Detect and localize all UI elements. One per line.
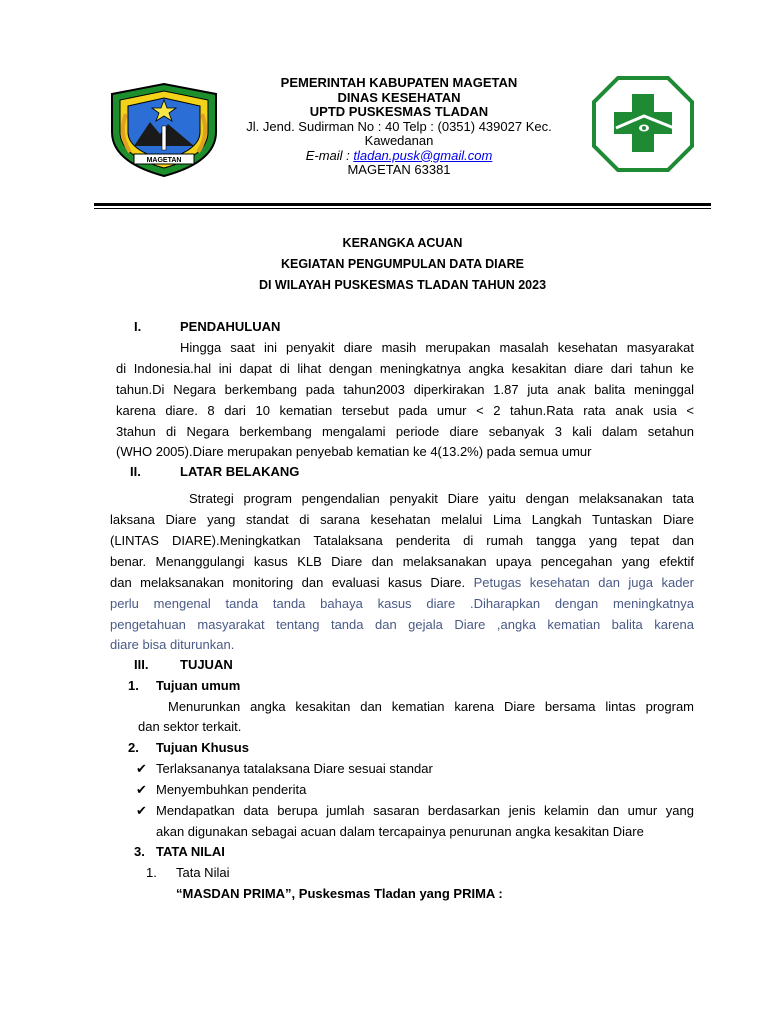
section-2-number: II. <box>130 464 141 479</box>
objective-3-cont: akan digunakan sebagai acuan dalam tercapainya penurunan angka kesakitan Diare <box>156 824 644 839</box>
doc-title-3: DI WILAYAH PUSKESMAS TLADAN TAHUN 2023 <box>258 278 547 292</box>
section-2-line-1: Strategi program pengendalian penyakit Diare yaitu dengan melaksanakan tata <box>189 491 694 506</box>
email-label: E-mail : <box>305 147 354 163</box>
letterhead-address: Jl. Jend. Sudirman No : 40 Telp : (0351) 439027 Kec. <box>246 118 552 134</box>
puskesmas-logo <box>592 76 694 172</box>
subsection-3-heading: TATA NILAI <box>156 844 225 859</box>
section-2-heading: LATAR BELAKANG <box>180 464 300 479</box>
checkmark-icon: ✔ <box>136 803 147 818</box>
subsection-2-number: 2. <box>128 740 139 755</box>
section-1-heading: PENDAHULUAN <box>180 319 281 334</box>
doc-title-1: KERANGKA ACUAN <box>342 236 463 250</box>
subsection-1-heading: Tujuan umum <box>156 678 241 693</box>
section-1-number: I. <box>134 319 142 334</box>
section-2-line-7: pengetahuan masyarakat tentang tanda dan gejala Diare ,angka kematian balita karena <box>110 617 694 632</box>
letterhead-rule-thin <box>94 208 711 209</box>
letterhead-unit: UPTD PUSKESMAS TLADAN <box>309 104 489 119</box>
section-2-line-4: benar. Menanggulangi kasus KLB Diare dan melaksanakan upaya pencegahan yang efektif <box>110 554 694 569</box>
letterhead-department: DINAS KESEHATAN <box>337 89 461 105</box>
section-2-line-6: perlu mengenal tanda tanda bahaya kasus diare .Diharapkan dengan meningkatnya <box>110 596 694 611</box>
letterhead-address-cont: Kawedanan <box>364 133 434 148</box>
subsection-3-number: 3. <box>134 844 145 859</box>
section-2-line-2: laksana Diare yang standat di sarana kesehatan melalui Lima Langkah Tuntaskan Diare <box>110 512 694 527</box>
letterhead <box>226 76 572 178</box>
section-1-line-4: karena diare. 8 dari 10 kematian tersebut pada umur < 2 tahun.Rata rata anak usia < <box>116 403 694 418</box>
subsection-1-line-2: dan sektor terkait. <box>138 719 242 734</box>
section-2-line-3: (LINTAS DIARE).Meningkatkan Tatalaksana penderita di rumah tangga yang tepat dan <box>110 533 694 548</box>
objective-1: Terlaksananya tatalaksana Diare sesuai standar <box>156 761 433 776</box>
checkmark-icon: ✔ <box>136 761 147 776</box>
letterhead-rule-thick <box>94 203 711 206</box>
letterhead-government: PEMERINTAH KABUPATEN MAGETAN <box>280 75 518 90</box>
value-item-label: Tata Nilai <box>176 865 230 880</box>
section-1-line-1: Hingga saat ini penyakit diare masih merupakan masalah kesehatan masyarakat <box>180 340 694 355</box>
magetan-emblem-logo <box>104 80 224 180</box>
subsection-2-heading: Tujuan Khusus <box>156 740 249 755</box>
section-1-line-3: tahun.Di Negara berkembang pada tahun2003 diperkirakan 1.87 juta anak balita meninggal <box>116 382 694 397</box>
letterhead-email-row <box>226 149 572 164</box>
objective-2: Menyembuhkan penderita <box>156 782 307 797</box>
section-3-number: III. <box>134 657 149 672</box>
section-2-line-5-blue: Petugas kesehatan dan juga kader <box>473 575 694 590</box>
section-1-line-2: di Indonesia.hal ini dapat di lihat dengan meningkatnya angka kesakitan diare dari tahun ke <box>116 361 694 376</box>
subsection-1-number: 1. <box>128 678 139 693</box>
checkmark-icon: ✔ <box>136 782 147 797</box>
email-link[interactable]: tladan.pusk@gmail.com <box>353 147 493 163</box>
section-2-line-5 <box>110 572 694 593</box>
motto: “MASDAN PRIMA”, Puskesmas Tladan yang PRIMA : <box>176 886 503 901</box>
subsection-1-line-1: Menurunkan angka kesakitan dan kematian karena Diare bersama lintas program <box>168 699 694 714</box>
emblem-label: MAGETAN <box>146 157 182 164</box>
section-2-line-5-text: dan melaksanakan monitoring dan evaluasi kasus Diare. <box>110 575 474 590</box>
section-2-line-8: diare bisa diturunkan. <box>110 637 235 652</box>
section-3-heading: TUJUAN <box>180 657 233 672</box>
section-1-line-6: (WHO 2005).Diare merupakan penyebab kematian ke 4(13.2%) pada semua umur <box>116 444 592 459</box>
value-item-number: 1. <box>146 865 157 880</box>
doc-title-2: KEGIATAN PENGUMPULAN DATA DIARE <box>280 257 525 271</box>
section-1-line-5: 3tahun di Negara berkembang mengalami periode diare sebanyak 3 kali dalam setahun <box>116 424 694 439</box>
letterhead-city: MAGETAN 63381 <box>347 162 451 177</box>
objective-3: Mendapatkan data berupa jumlah sasaran berdasarkan jenis kelamin dan umur yang <box>156 803 694 818</box>
